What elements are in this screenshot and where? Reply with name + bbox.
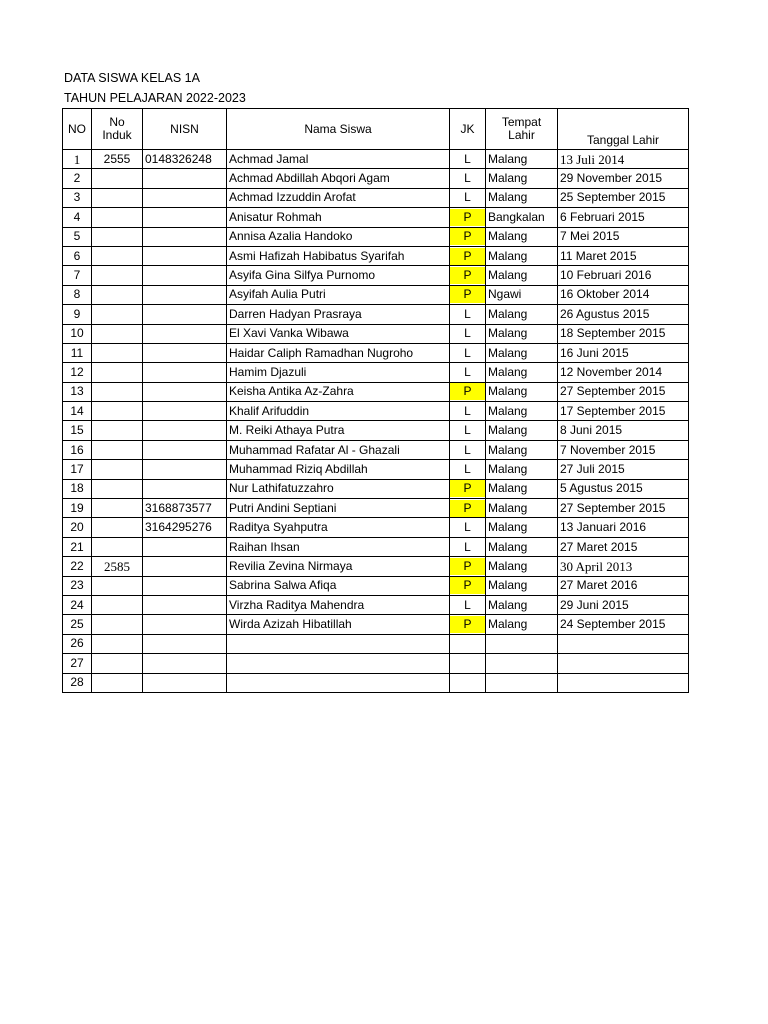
cell-no-induk (92, 363, 143, 382)
cell-no: 5 (63, 227, 92, 246)
cell-no-induk (92, 479, 143, 498)
cell-no-induk (92, 673, 143, 692)
cell-tempat-lahir: Malang (486, 499, 558, 518)
cell-nisn (143, 615, 227, 634)
jk-value: L (464, 461, 471, 476)
cell-tempat-lahir: Malang (486, 557, 558, 576)
cell-tanggal-lahir: 16 Oktober 2014 (558, 285, 689, 304)
cell-tanggal-lahir: 27 Maret 2015 (558, 537, 689, 556)
cell-tanggal-lahir: 26 Agustus 2015 (558, 305, 689, 324)
cell-no: 3 (63, 188, 92, 207)
table-row (63, 595, 689, 614)
cell-nama-siswa: Haidar Caliph Ramadhan Nugroho (227, 343, 450, 362)
cell-tanggal-lahir: 6 Februari 2015 (558, 208, 689, 227)
cell-no: 28 (63, 673, 92, 692)
cell-no: 1 (63, 150, 92, 169)
cell-tanggal-lahir: 10 Februari 2016 (558, 266, 689, 285)
cell-tanggal-lahir: 29 Juni 2015 (558, 595, 689, 614)
header-tempat-lahir (486, 109, 558, 150)
cell-tanggal-lahir: 27 Maret 2016 (558, 576, 689, 595)
cell-no: 24 (63, 595, 92, 614)
table-row (63, 518, 689, 537)
cell-jk (450, 518, 486, 537)
cell-nisn: 0148326248 (143, 150, 227, 169)
cell-nama-siswa: Keisha Antika Az-Zahra (227, 382, 450, 401)
cell-jk (450, 266, 486, 285)
cell-no: 26 (63, 634, 92, 653)
cell-no: 19 (63, 499, 92, 518)
cell-no-induk (92, 188, 143, 207)
cell-tanggal-lahir: 13 Juli 2014 (558, 150, 689, 169)
table-row (63, 188, 689, 207)
cell-jk (450, 537, 486, 556)
cell-no-induk (92, 576, 143, 595)
cell-no: 8 (63, 285, 92, 304)
cell-nisn (143, 324, 227, 343)
cell-nisn (143, 440, 227, 459)
cell-no-induk: 2555 (92, 150, 143, 169)
cell-tanggal-lahir: 5 Agustus 2015 (558, 479, 689, 498)
table-row (63, 576, 689, 595)
cell-nama-siswa: Achmad Jamal (227, 150, 450, 169)
cell-tanggal-lahir: 17 September 2015 (558, 402, 689, 421)
cell-no-induk (92, 402, 143, 421)
cell-tanggal-lahir: 25 September 2015 (558, 188, 689, 207)
cell-tempat-lahir: Malang (486, 227, 558, 246)
table-row (63, 460, 689, 479)
cell-no-induk (92, 266, 143, 285)
cell-nisn (143, 285, 227, 304)
table-row (63, 227, 689, 246)
cell-nisn (143, 208, 227, 227)
table-row (63, 537, 689, 556)
cell-nama-siswa: Nur Lathifatuzzahro (227, 479, 450, 498)
document-title: DATA SISWA KELAS 1A (64, 71, 200, 85)
cell-no-induk (92, 208, 143, 227)
cell-jk (450, 324, 486, 343)
table-header-row (63, 109, 689, 150)
jk-highlight: P (450, 286, 485, 303)
cell-no: 17 (63, 460, 92, 479)
cell-no-induk (92, 246, 143, 265)
cell-jk (450, 305, 486, 324)
cell-nisn (143, 673, 227, 692)
table-row (63, 499, 689, 518)
cell-no-induk (92, 537, 143, 556)
cell-no: 9 (63, 305, 92, 324)
header-jk: JK (450, 109, 486, 150)
cell-nisn (143, 305, 227, 324)
cell-tanggal-lahir (558, 654, 689, 673)
cell-tempat-lahir: Malang (486, 266, 558, 285)
cell-no-induk (92, 634, 143, 653)
cell-tanggal-lahir (558, 673, 689, 692)
cell-jk (450, 615, 486, 634)
cell-no: 10 (63, 324, 92, 343)
cell-nama-siswa: Putri Andini Septiani (227, 499, 450, 518)
jk-value: L (464, 364, 471, 379)
cell-nama-siswa: Asyifa Gina Silfya Purnomo (227, 266, 450, 285)
cell-no-induk (92, 227, 143, 246)
cell-jk (450, 343, 486, 362)
cell-jk (450, 246, 486, 265)
cell-jk (450, 285, 486, 304)
cell-tempat-lahir: Malang (486, 305, 558, 324)
table-row (63, 208, 689, 227)
cell-nama-siswa: Muhammad Riziq Abdillah (227, 460, 450, 479)
cell-nama-siswa: Anisatur Rohmah (227, 208, 450, 227)
table-row (63, 421, 689, 440)
cell-tempat-lahir: Malang (486, 440, 558, 459)
header-tempat-line1: Tempat (501, 115, 542, 129)
table-body (63, 150, 689, 693)
cell-no: 23 (63, 576, 92, 595)
jk-value: L (464, 171, 471, 186)
cell-nisn (143, 654, 227, 673)
cell-nama-siswa: Achmad Izzuddin Arofat (227, 188, 450, 207)
table-row (63, 634, 689, 653)
cell-nama-siswa: Hamim Djazuli (227, 363, 450, 382)
header-tanggal-lahir: Tanggal Lahir (558, 109, 689, 150)
cell-nisn (143, 188, 227, 207)
cell-tempat-lahir: Malang (486, 421, 558, 440)
jk-value: L (464, 403, 471, 418)
cell-no-induk (92, 460, 143, 479)
cell-tanggal-lahir: 13 Januari 2016 (558, 518, 689, 537)
jk-value: L (464, 423, 471, 438)
cell-tanggal-lahir: 29 November 2015 (558, 169, 689, 188)
cell-tempat-lahir (486, 634, 558, 653)
cell-no-induk (92, 382, 143, 401)
cell-tempat-lahir: Ngawi (486, 285, 558, 304)
cell-jk (450, 595, 486, 614)
cell-no: 13 (63, 382, 92, 401)
cell-no: 15 (63, 421, 92, 440)
cell-nisn: 3168873577 (143, 499, 227, 518)
cell-jk (450, 169, 486, 188)
header-no-induk-line2: Induk (102, 128, 132, 142)
cell-no-induk (92, 595, 143, 614)
cell-nama-siswa: Annisa Azalia Handoko (227, 227, 450, 246)
jk-highlight: P (450, 228, 485, 245)
jk-highlight: P (450, 480, 485, 497)
cell-tanggal-lahir: 27 Juli 2015 (558, 460, 689, 479)
cell-no: 16 (63, 440, 92, 459)
cell-nama-siswa: Revilia Zevina Nirmaya (227, 557, 450, 576)
cell-nama-siswa: Darren Hadyan Prasraya (227, 305, 450, 324)
cell-no-induk (92, 324, 143, 343)
table-row (63, 557, 689, 576)
cell-jk (450, 460, 486, 479)
document-subtitle: TAHUN PELAJARAN 2022-2023 (64, 91, 246, 105)
jk-value: L (464, 442, 471, 457)
jk-value: L (464, 345, 471, 360)
table-row (63, 285, 689, 304)
jk-highlight: P (450, 248, 485, 265)
cell-tanggal-lahir: 12 November 2014 (558, 363, 689, 382)
cell-tempat-lahir: Malang (486, 382, 558, 401)
cell-nisn (143, 576, 227, 595)
cell-tanggal-lahir (558, 634, 689, 653)
cell-nisn (143, 382, 227, 401)
cell-tempat-lahir: Malang (486, 324, 558, 343)
cell-nisn (143, 537, 227, 556)
jk-value: L (464, 326, 471, 341)
cell-jk (450, 673, 486, 692)
cell-tempat-lahir: Malang (486, 402, 558, 421)
cell-no: 25 (63, 615, 92, 634)
cell-no-induk (92, 343, 143, 362)
table-row (63, 615, 689, 634)
jk-highlight: P (450, 209, 485, 226)
jk-highlight: P (450, 577, 485, 594)
jk-highlight: P (450, 500, 485, 517)
table-row (63, 305, 689, 324)
jk-value: L (464, 151, 471, 166)
table-row (63, 169, 689, 188)
cell-no-induk (92, 440, 143, 459)
table-row (63, 150, 689, 169)
cell-nama-siswa: M. Reiki Athaya Putra (227, 421, 450, 440)
jk-value: L (464, 539, 471, 554)
table-row (63, 382, 689, 401)
cell-no: 12 (63, 363, 92, 382)
cell-nama-siswa: Achmad Abdillah Abqori Agam (227, 169, 450, 188)
cell-nisn (143, 266, 227, 285)
cell-tempat-lahir: Malang (486, 246, 558, 265)
cell-tanggal-lahir: 27 September 2015 (558, 382, 689, 401)
cell-no: 11 (63, 343, 92, 362)
cell-jk (450, 227, 486, 246)
cell-nama-siswa: Asyifah Aulia Putri (227, 285, 450, 304)
cell-jk (450, 499, 486, 518)
cell-no-induk (92, 615, 143, 634)
jk-value: L (464, 190, 471, 205)
jk-highlight: P (450, 558, 485, 575)
cell-tanggal-lahir: 18 September 2015 (558, 324, 689, 343)
table-row (63, 324, 689, 343)
cell-tempat-lahir: Malang (486, 576, 558, 595)
cell-tanggal-lahir: 7 Mei 2015 (558, 227, 689, 246)
cell-nisn: 3164295276 (143, 518, 227, 537)
cell-nama-siswa: Khalif Arifuddin (227, 402, 450, 421)
cell-tempat-lahir (486, 654, 558, 673)
cell-nisn (143, 169, 227, 188)
cell-jk (450, 576, 486, 595)
cell-jk (450, 440, 486, 459)
cell-nama-siswa: Asmi Hafizah Habibatus Syarifah (227, 246, 450, 265)
cell-no: 27 (63, 654, 92, 673)
cell-no-induk (92, 285, 143, 304)
cell-jk (450, 188, 486, 207)
header-no-induk (92, 109, 143, 150)
cell-tempat-lahir: Malang (486, 169, 558, 188)
cell-no-induk: 2585 (92, 557, 143, 576)
table-row (63, 440, 689, 459)
cell-nama-siswa (227, 634, 450, 653)
cell-nama-siswa: Sabrina Salwa Afiqa (227, 576, 450, 595)
table-row (63, 673, 689, 692)
cell-nisn (143, 479, 227, 498)
cell-tempat-lahir: Malang (486, 537, 558, 556)
cell-no-induk (92, 654, 143, 673)
jk-value: L (464, 597, 471, 612)
cell-tanggal-lahir: 7 November 2015 (558, 440, 689, 459)
cell-jk (450, 363, 486, 382)
cell-jk (450, 402, 486, 421)
cell-tempat-lahir: Malang (486, 363, 558, 382)
cell-tanggal-lahir: 27 September 2015 (558, 499, 689, 518)
cell-tempat-lahir: Malang (486, 343, 558, 362)
cell-no: 6 (63, 246, 92, 265)
cell-tanggal-lahir: 8 Juni 2015 (558, 421, 689, 440)
table-row (63, 363, 689, 382)
cell-nama-siswa: Raditya Syahputra (227, 518, 450, 537)
jk-highlight: P (450, 383, 485, 400)
cell-no-induk (92, 518, 143, 537)
jk-highlight: P (450, 267, 485, 284)
table-row (63, 266, 689, 285)
cell-nama-siswa: Virzha Raditya Mahendra (227, 595, 450, 614)
cell-no: 14 (63, 402, 92, 421)
cell-jk (450, 634, 486, 653)
cell-no: 22 (63, 557, 92, 576)
cell-nisn (143, 595, 227, 614)
cell-nisn (143, 634, 227, 653)
cell-no-induk (92, 169, 143, 188)
cell-no: 4 (63, 208, 92, 227)
student-table (62, 108, 689, 693)
jk-value: L (464, 520, 471, 535)
cell-tanggal-lahir: 24 September 2015 (558, 615, 689, 634)
cell-jk (450, 479, 486, 498)
cell-no-induk (92, 421, 143, 440)
cell-no: 18 (63, 479, 92, 498)
cell-nama-siswa: Raihan Ihsan (227, 537, 450, 556)
cell-jk (450, 421, 486, 440)
cell-jk (450, 208, 486, 227)
jk-highlight: P (450, 616, 485, 633)
cell-tempat-lahir: Malang (486, 595, 558, 614)
cell-nama-siswa (227, 654, 450, 673)
header-no: NO (63, 109, 92, 150)
cell-tempat-lahir: Malang (486, 518, 558, 537)
table-row (63, 479, 689, 498)
cell-no-induk (92, 305, 143, 324)
header-tempat-line2: Lahir (508, 128, 535, 142)
cell-no: 7 (63, 266, 92, 285)
cell-tempat-lahir: Malang (486, 188, 558, 207)
cell-jk (450, 557, 486, 576)
cell-nama-siswa: Wirda Azizah Hibatillah (227, 615, 450, 634)
cell-nisn (143, 363, 227, 382)
cell-nama-siswa (227, 673, 450, 692)
header-nama-siswa: Nama Siswa (227, 109, 450, 150)
cell-tempat-lahir: Bangkalan (486, 208, 558, 227)
cell-tempat-lahir: Malang (486, 460, 558, 479)
cell-tanggal-lahir: 11 Maret 2015 (558, 246, 689, 265)
table-row (63, 654, 689, 673)
cell-tempat-lahir (486, 673, 558, 692)
cell-nisn (143, 557, 227, 576)
cell-nama-siswa: Muhammad Rafatar Al - Ghazali (227, 440, 450, 459)
header-no-induk-line1: No (109, 115, 125, 129)
table-row (63, 343, 689, 362)
table-row (63, 246, 689, 265)
cell-nisn (143, 246, 227, 265)
cell-nisn (143, 227, 227, 246)
cell-nisn (143, 343, 227, 362)
cell-tempat-lahir: Malang (486, 615, 558, 634)
cell-nisn (143, 460, 227, 479)
cell-no: 20 (63, 518, 92, 537)
cell-nama-siswa: El Xavi Vanka Wibawa (227, 324, 450, 343)
cell-jk (450, 382, 486, 401)
cell-jk (450, 150, 486, 169)
cell-tanggal-lahir: 16 Juni 2015 (558, 343, 689, 362)
header-nisn: NISN (143, 109, 227, 150)
cell-tempat-lahir: Malang (486, 479, 558, 498)
cell-nisn (143, 402, 227, 421)
cell-tanggal-lahir: 30 April 2013 (558, 557, 689, 576)
jk-value: L (464, 306, 471, 321)
cell-tempat-lahir: Malang (486, 150, 558, 169)
table-row (63, 402, 689, 421)
cell-no-induk (92, 499, 143, 518)
cell-nisn (143, 421, 227, 440)
cell-no: 21 (63, 537, 92, 556)
cell-no: 2 (63, 169, 92, 188)
cell-jk (450, 654, 486, 673)
